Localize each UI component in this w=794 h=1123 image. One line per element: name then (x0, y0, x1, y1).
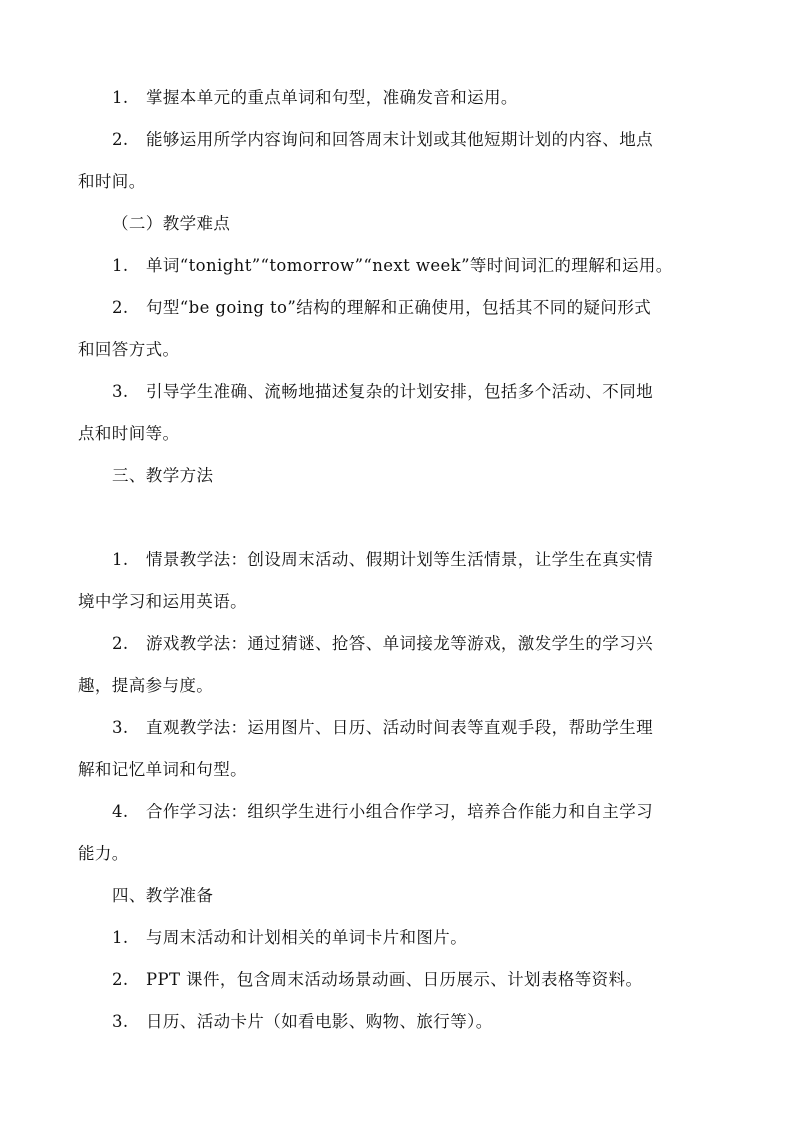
method-item-1-continuation: 境中学习和运用英语。 (78, 592, 247, 611)
list-text: 合作学习法：组织学生进行小组合作学习，培养合作能力和自主学习 (146, 802, 653, 821)
section-heading-methods: 三、教学方法 (112, 466, 214, 485)
method-item-4 (112, 802, 653, 822)
list-text: 日历、活动卡片（如看电影、购物、旅行等）。 (146, 1012, 493, 1031)
list-text: 直观教学法：运用图片、日历、活动时间表等直观手段，帮助学生理 (146, 718, 653, 737)
list-text: 掌握本单元的重点单词和句型，准确发音和运用。 (146, 88, 518, 107)
list-number: 1. (112, 550, 129, 569)
prep-item-2 (112, 970, 642, 990)
method-item-4-continuation: 能力。 (78, 844, 129, 863)
list-number: 4. (112, 802, 129, 821)
method-item-2 (112, 634, 653, 654)
list-text: 游戏教学法：通过猜谜、抢答、单词接龙等游戏，激发学生的学习兴 (146, 634, 653, 653)
difficulty-item-3-continuation: 点和时间等。 (78, 424, 180, 443)
list-number: 3. (112, 382, 129, 401)
method-item-3 (112, 718, 653, 738)
list-text: 句型“be going to”结构的理解和正确使用，包括其不同的疑问形式 (146, 298, 652, 317)
list-text: 引导学生准确、流畅地描述复杂的计划安排，包括多个活动、不同地 (146, 382, 653, 401)
goal-item-2 (112, 130, 653, 150)
list-text: 与周末活动和计划相关的单词卡片和图片。 (146, 928, 468, 947)
list-number: 2. (112, 130, 129, 149)
prep-item-1 (112, 928, 467, 948)
difficulty-item-3 (112, 382, 653, 402)
list-number: 2. (112, 298, 129, 317)
list-number: 3. (112, 1012, 129, 1031)
list-text: 单词“tonight”“tomorrow”“next week”等时间词汇的理解和运用。 (146, 256, 673, 275)
list-text: PPT 课件，包含周末活动场景动画、日历展示、计划表格等资料。 (146, 970, 643, 989)
section-heading-difficulties: （二）教学难点 (112, 214, 231, 233)
prep-item-3 (112, 1012, 493, 1032)
method-item-2-continuation: 趣，提高参与度。 (78, 676, 214, 695)
method-item-1 (112, 550, 653, 570)
list-number: 1. (112, 88, 129, 107)
goal-item-2-continuation: 和时间。 (78, 172, 146, 191)
section-heading-preparation: 四、教学准备 (112, 886, 214, 905)
list-number: 1. (112, 256, 129, 275)
difficulty-item-2-continuation: 和回答方式。 (78, 340, 180, 359)
list-number: 3. (112, 718, 129, 737)
difficulty-item-2 (112, 298, 651, 318)
difficulty-item-1 (112, 256, 673, 276)
list-text: 能够运用所学内容询问和回答周末计划或其他短期计划的内容、地点 (146, 130, 653, 149)
method-item-3-continuation: 解和记忆单词和句型。 (78, 760, 247, 779)
list-number: 2. (112, 634, 129, 653)
list-text: 情景教学法：创设周末活动、假期计划等生活情景，让学生在真实情 (146, 550, 653, 569)
goal-item-1 (112, 88, 518, 108)
list-number: 2. (112, 970, 129, 989)
list-number: 1. (112, 928, 129, 947)
